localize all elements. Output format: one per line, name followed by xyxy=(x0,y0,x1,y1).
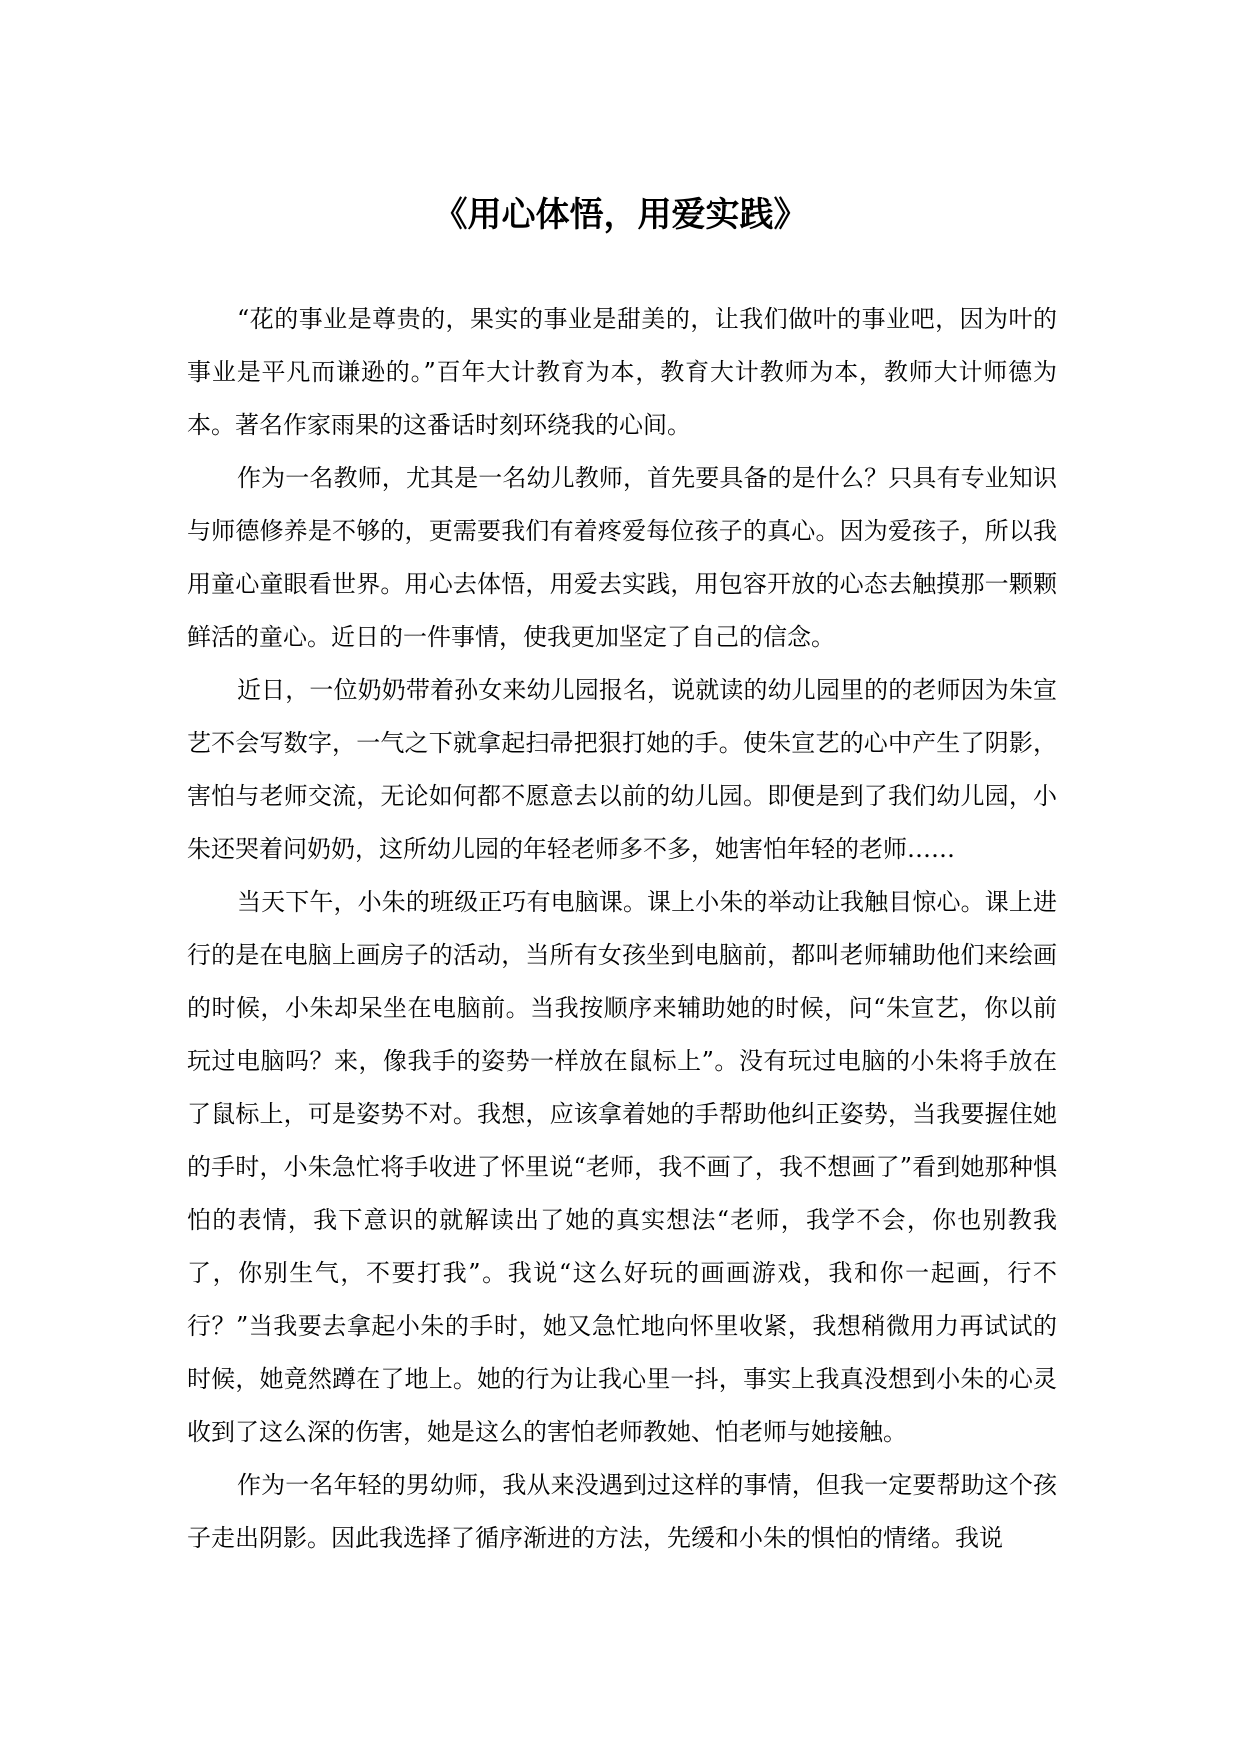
paragraph: 近日，一位奶奶带着孙女来幼儿园报名，说就读的幼儿园里的的老师因为朱宣艺不会写数字，一气之下就拿起扫帚把狠打她的手。使朱宣艺的心中产生了阴影，害怕与老师交流，无论如何都不愿意去以前的幼儿园。即便是到了我们幼儿园，小朱还哭着问奶奶，这所幼儿园的年轻老师多不多，她害怕年轻的老师…… xyxy=(187,676,1057,863)
paragraph: 作为一名教师，尤其是一名幼儿教师，首先要具备的是什么？只具有专业知识与师德修养是不够的，更需要我们有着疼爱每位孩子的真心。因为爱孩子，所以我用童心童眼看世界。用心去体悟，用爱去实践，用包容开放的心态去触摸那一颗颗鲜活的童心。近日的一件事情，使我更加坚定了自己的信念。 xyxy=(187,464,1057,651)
document-body xyxy=(187,293,1057,1565)
paragraph: “花的事业是尊贵的，果实的事业是甜美的，让我们做叶的事业吧，因为叶的事业是平凡而谦逊的。”百年大计教育为本，教育大计教师为本，教师大计师德为本。著名作家雨果的这番话时刻环绕我的心间。 xyxy=(187,305,1057,439)
document-title: 《用心体悟，用爱实践》 xyxy=(433,195,808,235)
paragraph: 当天下午，小朱的班级正巧有电脑课。课上小朱的举动让我触目惊心。课上进行的是在电脑上画房子的活动，当所有女孩坐到电脑前，都叫老师辅助他们来绘画的时候，小朱却呆坐在电脑前。当我按顺序来辅助她的时候，问“朱宣艺，你以前玩过电脑吗？来，像我手的姿势一样放在鼠标上”。没有玩过电脑的小朱将手放在了鼠标上，可是姿势不对。我想，应该拿着她的手帮助他纠正姿势，当我要握住她的手时，小朱急忙将手收进了怀里说“老师，我不画了，我不想画了”看到她那种惧怕的表情，我下意识的就解读出了她的真实想法“老师，我学不会，你也别教我了，你别生气，不要打我”。我说“这么好玩的画画游戏，我和你一起画，行不行？”当我要去拿起小朱的手时，她又急忙地向怀里收紧，我想稍微用力再试试的时候，她竟然蹲在了地上。她的行为让我心里一抖，事实上我真没想到小朱的心灵收到了这么深的伤害，她是这么的害怕老师教她、怕老师与她接触。 xyxy=(187,888,1057,1446)
paragraph: 作为一名年轻的男幼师，我从来没遇到过这样的事情，但我一定要帮助这个孩子走出阴影。因此我选择了循序渐进的方法，先缓和小朱的惧怕的情绪。我说 xyxy=(187,1471,1057,1552)
